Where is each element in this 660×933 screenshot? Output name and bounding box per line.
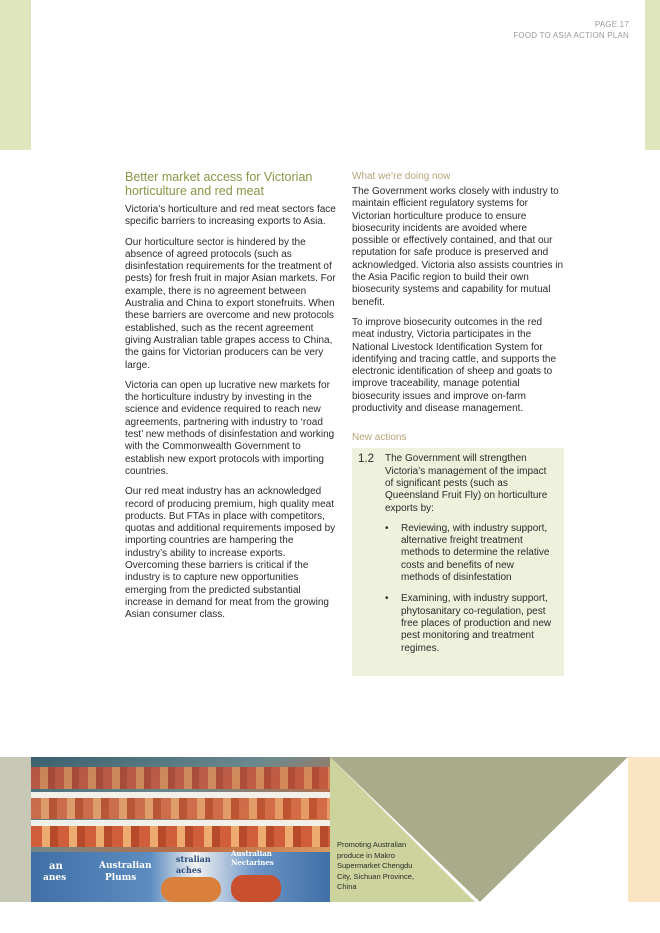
decorative-strip-bottom-right <box>628 757 660 902</box>
bullet-icon: • <box>385 522 389 534</box>
crate-label: aches <box>176 865 202 875</box>
decorative-strip-left <box>0 0 31 150</box>
page-header <box>513 19 629 41</box>
crate-edge <box>31 792 330 798</box>
section-heading: Better market access for Victorian horticulture and red meat <box>125 170 313 198</box>
subheading-new-actions: New actions <box>352 432 407 444</box>
bullet-text: Reviewing, with industry support, alternative freight treatment methods to determine the relative costs and benefits of new methods of disinfestation <box>401 522 550 584</box>
action-bullet-item <box>385 593 554 654</box>
fruit-row <box>31 825 330 847</box>
crate-label: Australian <box>99 861 152 871</box>
bullet-text: Examining, with industry support, phytosanitary co-regulation, pest free places of production and new pest monitoring and treatment regimes. <box>401 593 552 654</box>
left-column <box>125 170 337 630</box>
action-item <box>358 453 554 663</box>
new-actions-box <box>352 448 564 675</box>
produce-photo <box>31 757 330 902</box>
subheading-what-were-doing: What we’re doing now <box>352 171 451 182</box>
crate-label: Australian <box>231 849 272 858</box>
crate-label: Plums <box>105 873 137 883</box>
fruit-row <box>31 797 330 819</box>
photo-caption: Promoting Australian produce in Makro Supermarket Chengdu City, Sichuan Province, China <box>337 840 414 891</box>
fruit-row <box>31 767 330 789</box>
action-bullet-item <box>385 523 554 584</box>
document-title: FOOD TO ASIA ACTION PLAN <box>513 31 629 40</box>
action-number: 1.2 <box>358 453 374 466</box>
action-content <box>385 453 554 663</box>
body-paragraph: To improve biosecurity outcomes in the red meat industry, Victoria participates in the National Livestock Identification System for identifying and tracing cattle, and supports the electronic identification of sheep and goats to improve traceability, manage potential biosecurity issues and improve on-farm productivity and disease management. <box>352 316 557 415</box>
fruit-cluster <box>161 877 221 902</box>
body-paragraph: Victoria can open up lucrative new markets for the horticulture industry by investing in the science and evidence required to reach new agreements, partnering with industry to ‘road test’ new methods of disinfestation and working with the Commonwealth Government to establish new export protocols with importing countries. <box>125 379 335 477</box>
fruit-cluster <box>231 875 281 902</box>
bullet-icon: • <box>385 593 389 605</box>
crate-label: an <box>49 861 63 872</box>
crate-label: anes <box>43 873 67 883</box>
crate-label: stralian <box>176 854 211 864</box>
crate-label: Nectarines <box>231 858 274 867</box>
decorative-strip-right <box>645 0 660 150</box>
action-text: The Government will strengthen Victoria’s management of the impact of significant pests (such as Queensland Fruit Fly) on horticulture exports by: <box>385 453 548 514</box>
body-paragraph: Our horticulture sector is hindered by the absence of agreed protocols (such as disinfestation requirements for the treatment of pests) for fresh fruit in major Asian markets. For example, there is no agreement between Australia and China to export stonefruits. When these barriers are overcome and new protocols established, such as the recent agreement giving Australian table grapes access to China, the gains for Victorian producers can be very large. <box>125 236 336 371</box>
crate-edge <box>31 820 330 826</box>
right-column <box>352 170 564 676</box>
body-paragraph: The Government works closely with industry to maintain efficient regulatory systems for Victorian horticulture produce to ensure biosecurity incidents are avoided where possible or effectively contained, and that our reputation for safe produce is preserved and acknowledged. Victoria also assists countries in the Asia Pacific region to build their own biosecurity systems and capability for mutual benefit. <box>352 186 564 308</box>
page-number: PAGE 17 <box>594 20 629 29</box>
body-paragraph: Our red meat industry has an acknowledged record of producing premium, high quality meat products. But FTAs in place with competitors, quotas and additional requirements imposed by importing countries are hampering the industry’s ability to increase exports. Overcoming these barriers is critical if the industry is to capture new opportunities emerging from the predicted substantial increase in demand for meat from the growing Asian consumer class. <box>125 486 336 621</box>
action-bullet-list <box>385 523 554 655</box>
body-paragraph: Victoria’s horticulture and red meat sectors face specific barriers to increasing exports to Asia. <box>125 204 336 228</box>
